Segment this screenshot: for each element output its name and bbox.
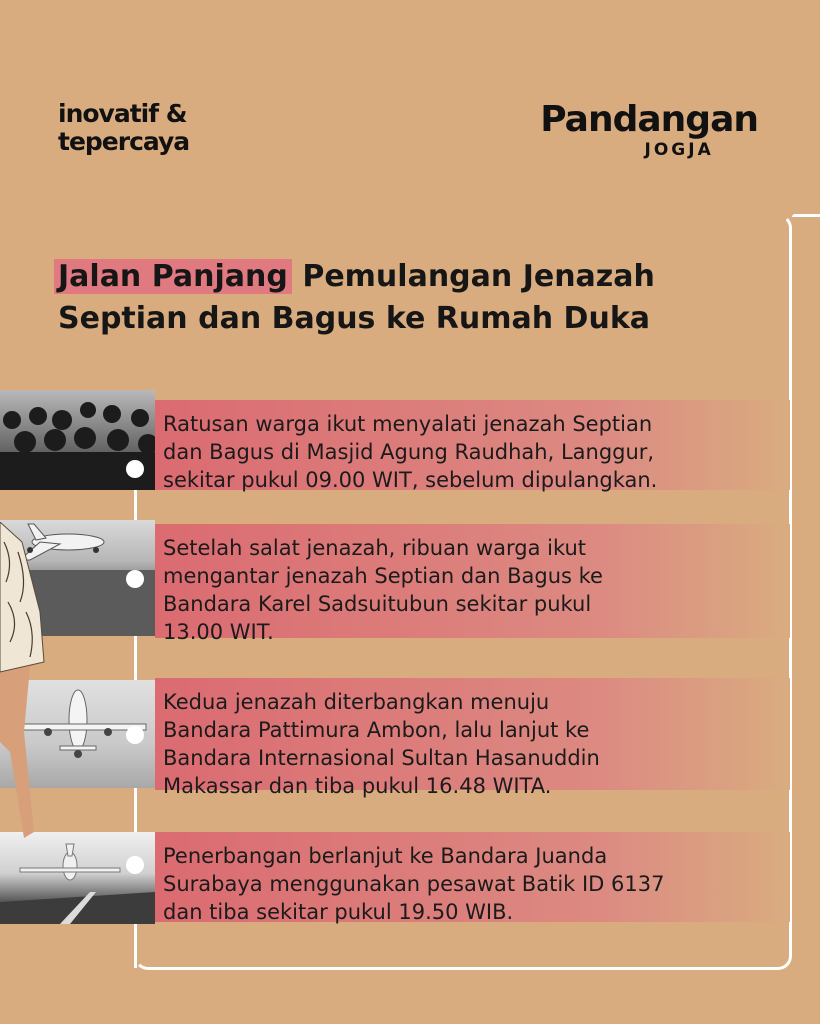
title-line-2: Septian dan Bagus ke Rumah Duka (58, 301, 651, 336)
brand-logo (540, 100, 758, 160)
timeline-item-3-line-3: Bandara Internasional Sultan Hasanuddin (163, 746, 600, 770)
title-highlight: Jalan Panjang (54, 259, 292, 294)
tagline (58, 100, 189, 156)
timeline-item-4-line-1: Penerbangan berlanjut ke Bandara Juanda (163, 844, 608, 868)
timeline-item-2-line-4: 13.00 WIT. (163, 620, 274, 644)
timeline-item-3-line-4: Makassar dan tiba pukul 16.48 WITA. (163, 774, 552, 798)
brand-sub: JOGJA (644, 140, 714, 160)
timeline-item-2 (155, 524, 790, 644)
timeline-item-1-line-1: Ratusan warga ikut menyalati jenazah Septian (163, 412, 653, 436)
timeline-dot-2 (126, 570, 144, 588)
person-figure (0, 522, 48, 852)
timeline-item-3-line-2: Bandara Pattimura Ambon, lalu lanjut ke (163, 718, 590, 742)
timeline-item-3 (155, 678, 790, 798)
title-rest: Pemulangan Jenazah (291, 259, 655, 294)
person-icon (0, 522, 48, 852)
timeline-top-stub (792, 214, 820, 217)
timeline-item-2-line-3: Bandara Karel Sadsuitubun sekitar pukul (163, 592, 592, 616)
timeline-item-1 (155, 400, 790, 490)
timeline-dot-1 (126, 460, 144, 478)
tagline-line-2: tepercaya (58, 127, 190, 156)
timeline-item-4-line-2: Surabaya menggunakan pesawat Batik ID 6137 (163, 872, 665, 896)
timeline-item-2-line-1: Setelah salat jenazah, ribuan warga ikut (163, 536, 587, 560)
tagline-line-1: inovatif & (58, 99, 187, 128)
timeline-item-3-line-1: Kedua jenazah diterbangkan menuju (163, 690, 550, 714)
timeline-item-1-line-3: sekitar pukul 09.00 WIT, sebelum dipulangkan. (163, 468, 658, 492)
timeline-item-4 (155, 832, 790, 922)
timeline-dot-3 (126, 726, 144, 744)
timeline-item-4-line-3: dan tiba sekitar pukul 19.50 WIB. (163, 900, 514, 924)
timeline-item-2-line-2: mengantar jenazah Septian dan Bagus ke (163, 564, 603, 588)
timeline-item-1-line-2: dan Bagus di Masjid Agung Raudhah, Langgur, (163, 440, 655, 464)
brand-name: Pandangan (540, 99, 758, 140)
timeline-dot-4 (126, 856, 144, 874)
